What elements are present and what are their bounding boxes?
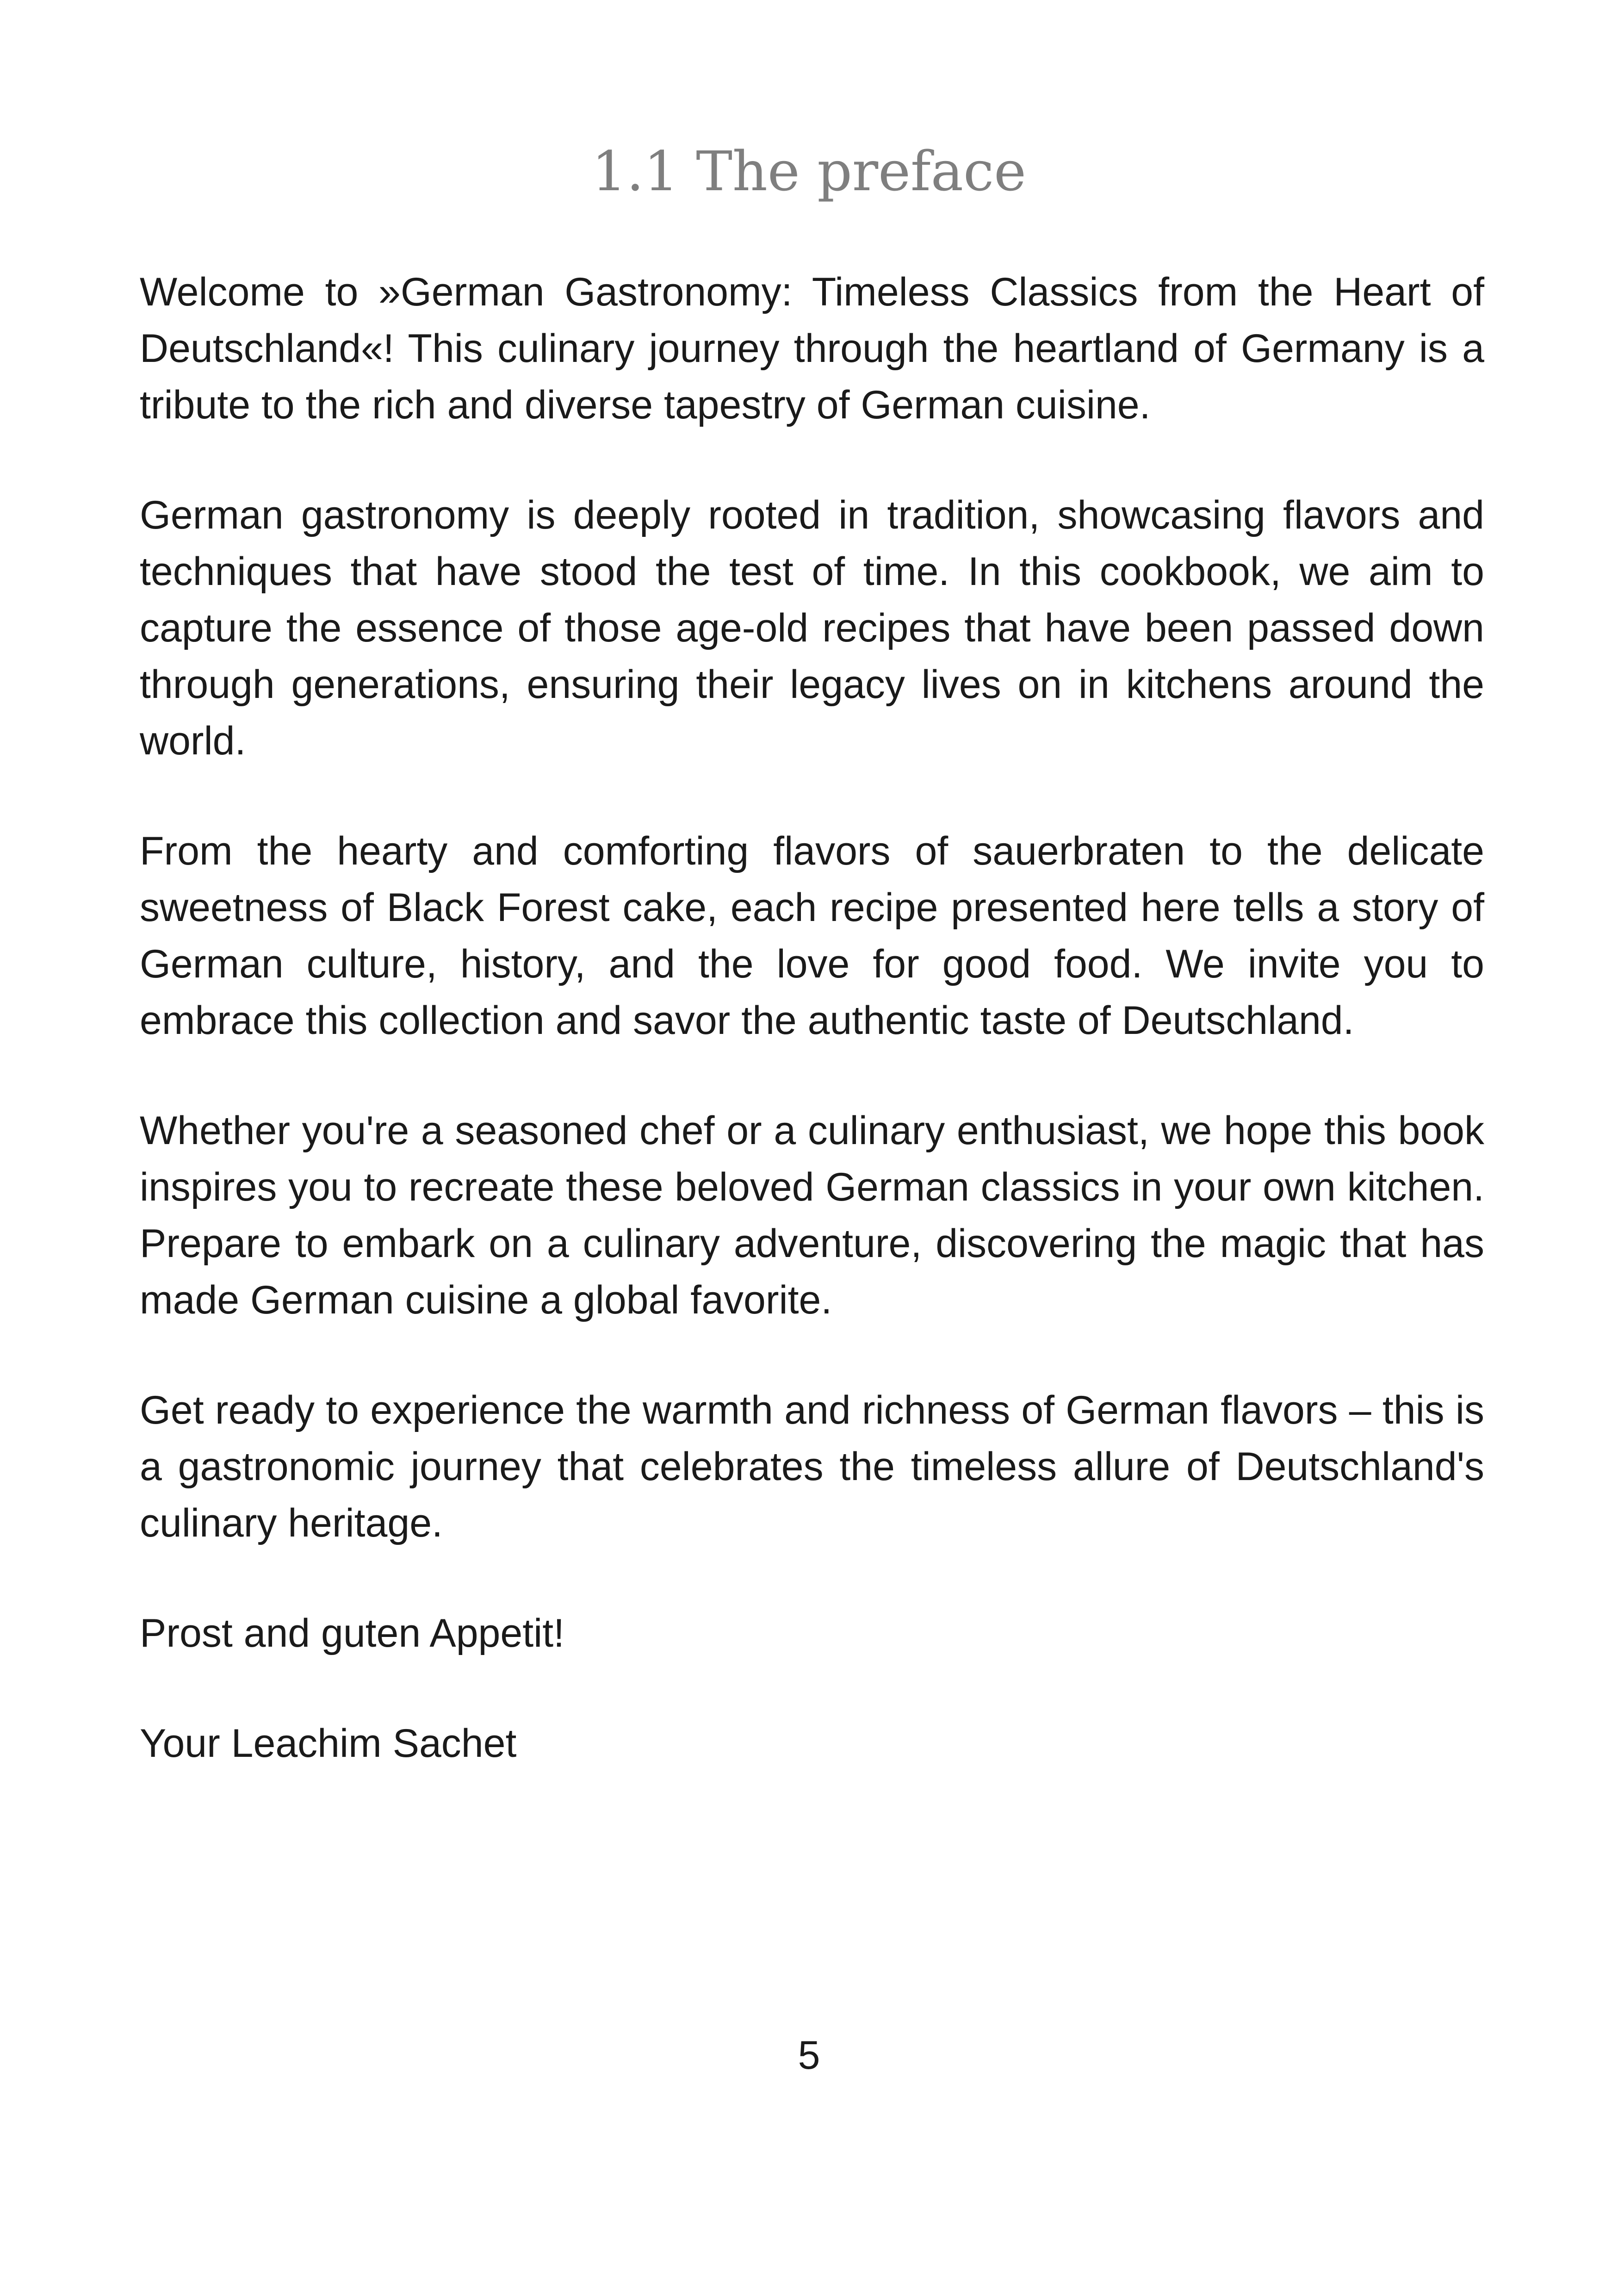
paragraph-signature: Your Leachim Sachet: [140, 1721, 517, 1766]
paragraph-welcome: Welcome to »German Gastronomy: Timeless Classics from the Heart of Deutschland«! This culinary journey through the heartland of Germany is a tribute to the rich and diverse tapestry of German cuisine.: [140, 270, 1484, 427]
section-heading: 1.1 The preface: [592, 139, 1026, 203]
page-number: 5: [798, 2033, 820, 2078]
paragraph-greeting: Prost and guten Appetit!: [140, 1611, 564, 1655]
paragraph-tradition: German gastronomy is deeply rooted in tradition, showcasing flavors and techniques that have stood the test of time. In this cookbook, we aim to capture the essence of those age-old recipes that have been passed down through generations, ensuring their legacy lives on in kitchens around the world.: [140, 493, 1484, 763]
paragraph-inspiration: Whether you're a seasoned chef or a culinary enthusiast, we hope this book inspires you to recreate these beloved German classics in your own kitchen. Prepare to embark on a culinary adventure, discovering the magic that has made German cuisine a global favorite.: [140, 1108, 1484, 1322]
paragraph-journey: Get ready to experience the warmth and richness of German flavors – this is a gastronomic journey that celebrates the timeless allure of Deutschland's culinary heritage.: [140, 1388, 1484, 1545]
paragraph-recipes: From the hearty and comforting flavors of sauerbraten to the delicate sweetness of Black Forest cake, each recipe presented here tells a story of German culture, history, and the love for good food. We invite you to embrace this collection and savor the authentic taste of Deutschland.: [140, 829, 1484, 1043]
preface-body: [140, 264, 1484, 1825]
